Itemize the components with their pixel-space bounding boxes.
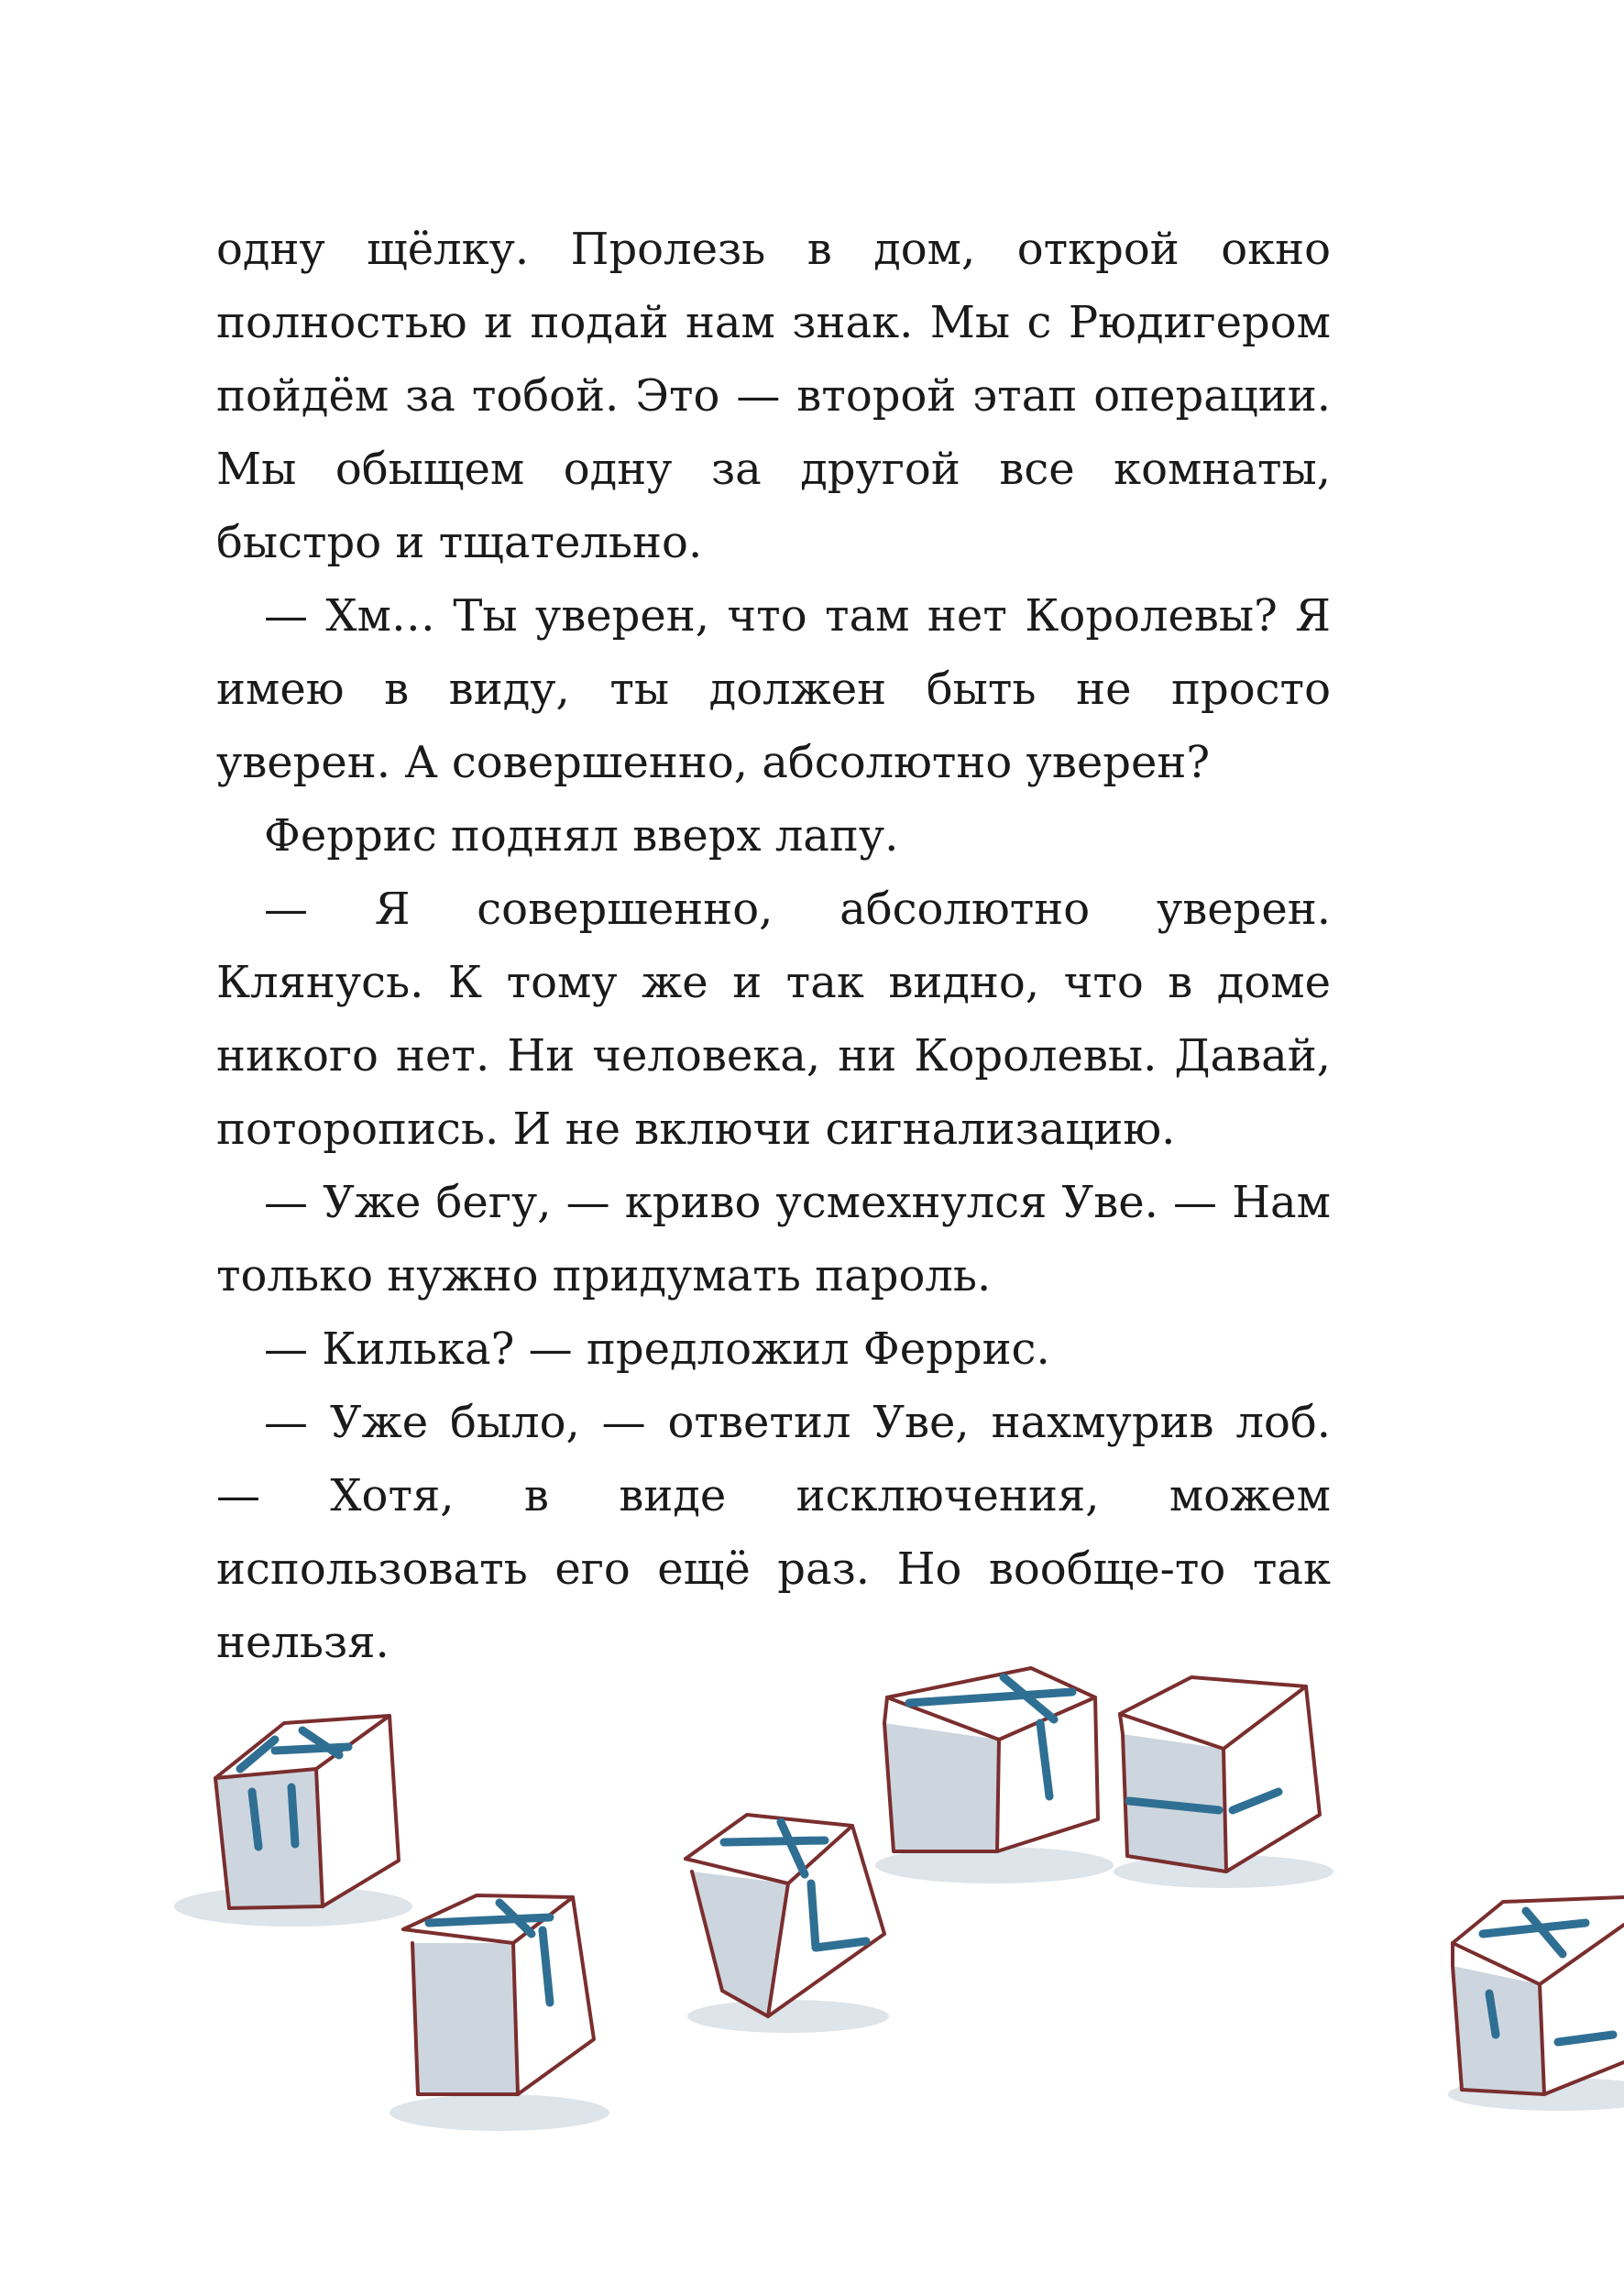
body-text <box>216 213 1331 1679</box>
box-6 <box>1448 1897 1624 2111</box>
paragraph-3: Феррис поднял вверх лапу. <box>264 810 899 862</box>
paragraph-7: — Уже было, — ответил Уве, нахмурив лоб. — Хотя, в виде исключения, можем использовать его ещё раз. Но вообще-то так нельзя. <box>216 1397 1331 1668</box>
paragraph-6: — Килька? — предложил Феррис. <box>264 1323 1050 1375</box>
boxes-illustration <box>0 1631 1624 2273</box>
paragraph-5: — Уже бегу, — криво усмехнулся Уве. — Нам только нужно придумать пароль. <box>216 1177 1331 1301</box>
box-3 <box>686 1815 889 2033</box>
box-2 <box>390 1895 609 2131</box>
box-5 <box>1114 1677 1333 1888</box>
box-1 <box>174 1716 412 1927</box>
paragraph-1: одну щёлку. Пролезь в дом, открой окно полностью и подай нам знак. Мы с Рюдигером пойдём за тобой. Это — второй этап операции. Мы обыщем одну за другой все комнаты, быстро и тщательно. <box>216 224 1331 568</box>
paragraph-2: — Хм… Ты уверен, что там нет Королевы? Я имею в виду, ты должен быть не просто уверен. А совершенно, абсолютно уверен? <box>216 590 1331 788</box>
box-4 <box>875 1668 1114 1883</box>
paragraph-4: — Я совершенно, абсолютно уверен. Клянусь. К тому же и так видно, что в доме никого нет. Ни человека, ни Королевы. Давай, поторопись. И не включи сигнализацию. <box>216 884 1331 1155</box>
